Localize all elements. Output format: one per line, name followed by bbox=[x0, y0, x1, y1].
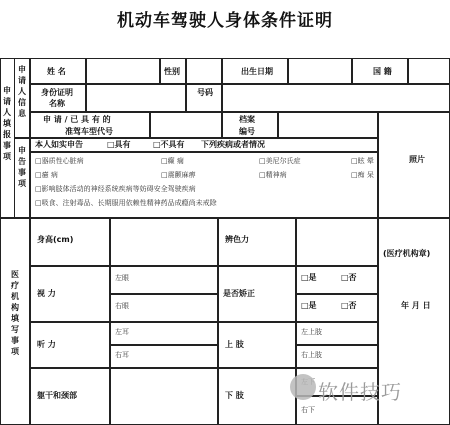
corrected-right-options bbox=[296, 294, 378, 322]
vehicle-label-line2: 准驾车型代号 bbox=[65, 127, 113, 136]
id-cert-label-line1: 身份证明 bbox=[41, 88, 73, 97]
disease-meniere-checkbox[interactable]: □美尼尔氏症 bbox=[259, 157, 301, 165]
left-upper-limb-cell[interactable] bbox=[296, 322, 378, 345]
watermark-text: 软件技巧 bbox=[318, 380, 402, 404]
outer-label-applicant-fill: 申 请 人 填 报 事 项 bbox=[3, 86, 11, 161]
left-ear-label: 左耳 bbox=[115, 328, 129, 336]
file-value[interactable] bbox=[278, 112, 378, 138]
corrected-label-cell bbox=[218, 266, 296, 322]
vehicle-label-line1: 申 请 / 已 具 有 的 bbox=[43, 115, 111, 124]
outer-left-column bbox=[0, 58, 14, 218]
corrected-left-yes-checkbox[interactable]: □是 bbox=[301, 273, 317, 282]
nationality-value[interactable] bbox=[408, 58, 450, 84]
sign-date-label: 年 月 日 bbox=[401, 301, 431, 310]
id-cert-label-cell bbox=[30, 84, 86, 112]
hearing-label: 听 力 bbox=[37, 340, 56, 349]
gender-label: 性别 bbox=[164, 67, 180, 76]
declaration-question: 本人如实申告 bbox=[35, 140, 83, 149]
height-label: 身高(cm) bbox=[37, 235, 74, 244]
disease-list bbox=[30, 152, 378, 218]
form-title: 机动车驾驶人身体条件证明 bbox=[117, 11, 333, 31]
upper-limb-label: 上 肢 bbox=[225, 340, 244, 349]
right-eye-label: 右眼 bbox=[115, 302, 129, 310]
right-lower-limb-label: 右下 bbox=[301, 406, 315, 414]
file-label-cell bbox=[222, 112, 278, 138]
corrected-right-no-checkbox[interactable]: □否 bbox=[341, 301, 357, 310]
id-cert-value[interactable] bbox=[86, 84, 186, 112]
corrected-left-no-checkbox[interactable]: □否 bbox=[341, 273, 357, 282]
left-upper-limb-label: 左上肢 bbox=[301, 328, 322, 336]
disease-neuro-checkbox[interactable]: □影响肢体活动的神经系统疾病等妨碍安全驾驶疾病 bbox=[35, 185, 196, 193]
gender-value[interactable] bbox=[186, 58, 222, 84]
disease-vertigo-checkbox[interactable]: □眩 晕 bbox=[351, 157, 374, 165]
color-vision-label-cell bbox=[218, 218, 296, 266]
vehicle-label-cell bbox=[30, 112, 150, 138]
name-label-cell bbox=[30, 58, 86, 84]
trunk-neck-label: 躯干和颈部 bbox=[37, 391, 77, 400]
left-eye-label: 左眼 bbox=[115, 274, 129, 282]
right-upper-limb-cell[interactable] bbox=[296, 345, 378, 368]
hearing-label-cell bbox=[30, 322, 110, 368]
name-value[interactable] bbox=[86, 58, 160, 84]
file-label-line2: 编号 bbox=[239, 127, 255, 136]
option-not-have-checkbox[interactable]: □不具有 bbox=[153, 140, 185, 149]
right-eye-cell[interactable] bbox=[110, 294, 218, 322]
name-label: 姓 名 bbox=[47, 67, 66, 76]
vehicle-value[interactable] bbox=[150, 112, 222, 138]
trunk-neck-value[interactable] bbox=[110, 368, 218, 425]
disease-epilepsy-checkbox[interactable]: □癫 痫 bbox=[161, 157, 184, 165]
watermark-logo-icon bbox=[290, 374, 316, 400]
vision-label: 视 力 bbox=[37, 289, 56, 298]
birth-value[interactable] bbox=[288, 58, 352, 84]
section-applicant-info-label: 申 请 人 信 息 bbox=[18, 65, 26, 118]
number-value[interactable] bbox=[222, 84, 450, 112]
height-value[interactable] bbox=[110, 218, 218, 266]
corrected-right-yes-checkbox[interactable]: □是 bbox=[301, 301, 317, 310]
nationality-label: 国 籍 bbox=[373, 67, 392, 76]
lower-limb-label-cell bbox=[218, 368, 296, 425]
declaration-row bbox=[30, 138, 378, 152]
disease-dementia-checkbox[interactable]: □痴 呆 bbox=[351, 171, 374, 179]
vision-label-cell bbox=[30, 266, 110, 322]
lower-limb-label: 下 肢 bbox=[225, 391, 244, 400]
disease-hysteria-checkbox[interactable]: □癔 病 bbox=[35, 171, 58, 179]
nationality-label-cell bbox=[352, 58, 408, 84]
section-medical-label-cell bbox=[0, 218, 30, 425]
section-applicant-fill-label-cell bbox=[14, 138, 30, 218]
right-upper-limb-label: 右上肢 bbox=[301, 351, 322, 359]
section-medical-label: 医 疗 机 构 填 写 事 项 bbox=[11, 270, 19, 356]
disease-drug-checkbox[interactable]: □吸食、注射毒品、长期服用依赖性精神药品成瘾尚未戒除 bbox=[35, 199, 217, 207]
corrected-label: 是否矫正 bbox=[223, 289, 255, 298]
right-ear-cell[interactable] bbox=[110, 345, 218, 368]
disease-psychosis-checkbox[interactable]: □精神病 bbox=[259, 171, 287, 179]
birth-label: 出生日期 bbox=[241, 67, 273, 76]
right-ear-label: 右耳 bbox=[115, 351, 129, 359]
corrected-left-options bbox=[296, 266, 378, 294]
left-eye-cell[interactable] bbox=[110, 266, 218, 294]
file-label-line1: 档案 bbox=[239, 115, 255, 124]
seal-label: (医疗机构章) bbox=[383, 249, 431, 258]
trunk-neck-label-cell bbox=[30, 368, 110, 425]
number-label: 号码 bbox=[197, 88, 213, 97]
color-vision-label: 辨色力 bbox=[225, 235, 249, 244]
upper-limb-label-cell bbox=[218, 322, 296, 368]
gender-label-cell bbox=[160, 58, 186, 84]
birth-label-cell bbox=[222, 58, 288, 84]
section-applicant-info-label-cell bbox=[14, 58, 30, 138]
photo-box[interactable] bbox=[378, 112, 450, 218]
color-vision-value[interactable] bbox=[296, 218, 378, 266]
disease-tremor-checkbox[interactable]: □震颤麻痹 bbox=[161, 171, 196, 179]
disease-heart-checkbox[interactable]: □器质性心脏病 bbox=[35, 157, 84, 165]
id-cert-label-line2: 名称 bbox=[49, 99, 65, 108]
option-have-checkbox[interactable]: □具有 bbox=[107, 140, 131, 149]
option-following-text: 下列疾病或者情况 bbox=[201, 140, 265, 149]
photo-label: 照片 bbox=[409, 155, 425, 164]
number-label-cell bbox=[186, 84, 222, 112]
height-label-cell bbox=[30, 218, 110, 266]
left-ear-cell[interactable] bbox=[110, 322, 218, 345]
section-applicant-fill-label: 申 告 事 项 bbox=[18, 146, 26, 188]
